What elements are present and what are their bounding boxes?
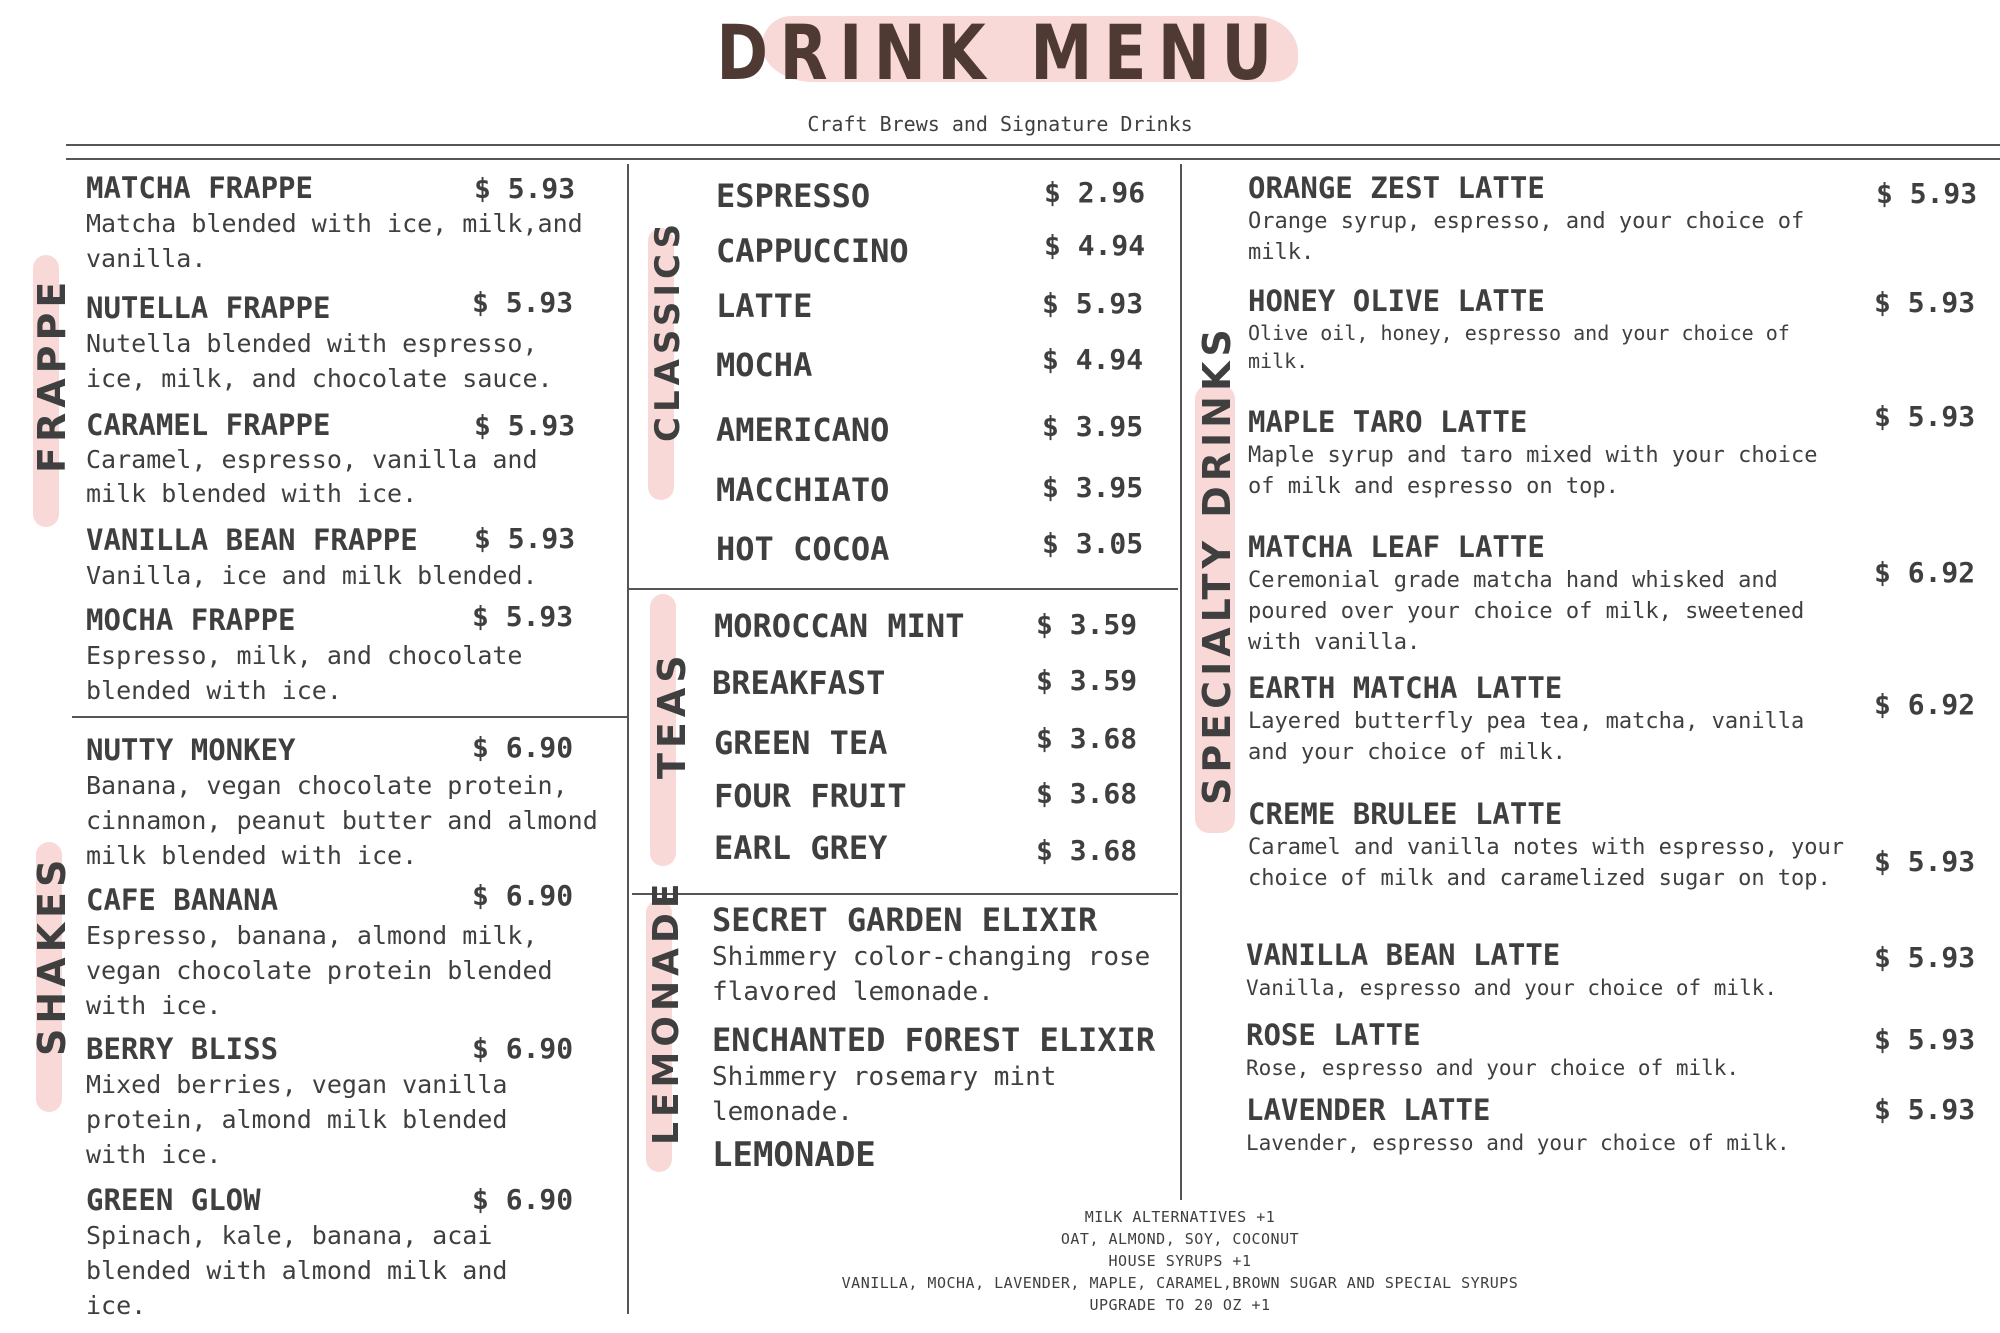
classics-label-text: CLASSICS — [648, 218, 688, 442]
item-description: Vanilla, ice and milk blended. — [86, 561, 538, 590]
menu-item — [1248, 404, 1848, 502]
item-name: MATCHA FRAPPE — [86, 171, 313, 205]
item-price: $ 3.68 — [1036, 777, 1138, 810]
item-name: ENCHANTED FOREST ELIXIR — [712, 1021, 1156, 1059]
menu-item-name: FOUR FRUIT — [714, 777, 907, 815]
specialty-label-text: SPECIALTY DRINKS — [1195, 324, 1239, 805]
item-price: $ 6.90 — [472, 1032, 574, 1065]
teas-label-text: TEAS — [650, 650, 694, 779]
item-description: Mixed berries, vegan vanilla protein, almond milk blended with ice. — [86, 1070, 508, 1169]
item-price: $ 4.94 — [1044, 229, 1146, 262]
item-description: Espresso, milk, and chocolate blended with ice. — [86, 641, 523, 705]
header-divider-top — [66, 144, 2000, 146]
item-price: $ 6.90 — [472, 731, 574, 764]
menu-item — [712, 1135, 876, 1175]
menu-item — [1246, 1092, 1846, 1159]
item-description: Maple syrup and taro mixed with your choice of milk and espresso on top. — [1248, 443, 1818, 499]
item-price: $ 4.94 — [1042, 343, 1144, 376]
item-price: $ 3.59 — [1036, 608, 1138, 641]
item-price: $ 5.93 — [474, 409, 576, 442]
menu-item — [1248, 796, 1848, 894]
item-name: NUTELLA FRAPPE — [86, 291, 331, 325]
item-price: $ 2.96 — [1044, 176, 1146, 209]
item-price: $ 5.93 — [474, 172, 576, 205]
item-price: $ 5.93 — [1874, 400, 1976, 433]
item-price: $ 6.90 — [472, 879, 574, 912]
column-divider-2 — [1180, 164, 1182, 1200]
item-price: $ 3.59 — [1036, 664, 1138, 697]
item-price: $ 5.93 — [1874, 845, 1976, 878]
footer-line: UPGRADE TO 20 OZ +1 — [1089, 1296, 1271, 1314]
menu-item-name: HOT COCOA — [716, 530, 890, 568]
item-name: VANILLA BEAN FRAPPE — [86, 523, 418, 557]
footer-line: MILK ALTERNATIVES +1 — [1084, 1208, 1276, 1226]
page-title: DRINK MENU — [716, 8, 1284, 97]
item-description: Lavender, espresso and your choice of milk. — [1246, 1131, 1790, 1155]
item-name: CARAMEL FRAPPE — [86, 408, 331, 442]
shakes-label-text: SHAKES — [30, 854, 74, 1056]
lemonade-label-text: LEMONADE — [646, 878, 687, 1145]
frappe-label-text: FRAPPE — [30, 276, 74, 473]
menu-item — [1246, 937, 1846, 1004]
item-price: $ 5.93 — [1874, 1093, 1976, 1126]
item-description: Spinach, kale, banana, acai blended with almond milk and ice. — [86, 1221, 508, 1320]
item-price: $ 3.05 — [1042, 527, 1144, 560]
item-price: $ 5.93 — [1874, 1023, 1976, 1056]
menu-item-name: AMERICANO — [716, 411, 890, 449]
item-name: CAFE BANANA — [86, 883, 279, 917]
menu-item-name: BREAKFAST — [712, 664, 886, 702]
menu-item — [1248, 670, 1848, 768]
frappe-shakes-divider — [72, 716, 627, 718]
item-name: BERRY BLISS — [86, 1032, 279, 1066]
item-description: Caramel, espresso, vanilla and milk blended with ice. — [86, 445, 538, 508]
item-name: MAPLE TARO LATTE — [1248, 405, 1528, 439]
item-description: Banana, vegan chocolate protein, cinnamon, peanut butter and almond milk blended with ice. — [86, 771, 598, 870]
item-description: Nutella blended with espresso, ice, milk, and chocolate sauce. — [86, 329, 553, 393]
item-price: $ 3.68 — [1036, 834, 1138, 867]
item-price: $ 3.95 — [1042, 471, 1144, 504]
menu-item — [1246, 1017, 1846, 1084]
item-description: Olive oil, honey, espresso and your choice of milk. — [1248, 321, 1790, 373]
footer-line: HOUSE SYRUPS +1 — [1108, 1252, 1252, 1270]
menu-item — [1248, 529, 1848, 658]
item-name: SECRET GARDEN ELIXIR — [712, 901, 1098, 939]
footer-line: VANILLA, MOCHA, LAVENDER, MAPLE, CARAMEL,BROWN SUGAR AND SPECIAL SYRUPS — [841, 1274, 1519, 1292]
menu-item-name: MACCHIATO — [716, 471, 890, 509]
item-name: LEMONADE — [712, 1135, 876, 1175]
footer-notes — [630, 1206, 1730, 1316]
item-description: Shimmery rosemary mint lemonade. — [712, 1062, 1057, 1127]
item-price: $ 5.93 — [1876, 177, 1978, 210]
item-price: $ 5.93 — [472, 600, 574, 633]
item-name: NUTTY MONKEY — [86, 733, 296, 767]
item-price: $ 6.90 — [472, 1183, 574, 1216]
menu-item-name: CAPPUCCINO — [716, 232, 909, 270]
footer-line: OAT, ALMOND, SOY, COCONUT — [1060, 1230, 1300, 1248]
item-price: $ 6.92 — [1874, 556, 1976, 589]
item-description: Orange syrup, espresso, and your choice of milk. — [1248, 209, 1805, 265]
item-price: $ 6.92 — [1874, 688, 1976, 721]
item-description: Shimmery color-changing rose flavored lemonade. — [712, 942, 1151, 1007]
item-description: Espresso, banana, almond milk, vegan chocolate protein blended with ice. — [86, 921, 553, 1020]
item-price: $ 5.93 — [1874, 286, 1976, 319]
item-name: ORANGE ZEST LATTE — [1248, 171, 1545, 205]
item-price: $ 3.95 — [1042, 410, 1144, 443]
menu-item-name: GREEN TEA — [714, 724, 888, 762]
item-description: Matcha blended with ice, milk,and vanilla. — [86, 209, 583, 273]
item-name: MATCHA LEAF LATTE — [1248, 530, 1545, 564]
header-divider-bottom — [66, 158, 2000, 160]
item-name: CREME BRULEE LATTE — [1248, 797, 1563, 831]
item-price: $ 5.93 — [472, 286, 574, 319]
item-description: Rose, espresso and your choice of milk. — [1246, 1056, 1740, 1080]
menu-item-name: MOROCCAN MINT — [714, 607, 965, 645]
item-name: EARTH MATCHA LATTE — [1248, 671, 1563, 705]
item-name: GREEN GLOW — [86, 1183, 261, 1217]
item-description: Vanilla, espresso and your choice of milk. — [1246, 976, 1778, 1000]
item-name: ROSE LATTE — [1246, 1018, 1421, 1052]
item-price: $ 5.93 — [474, 522, 576, 555]
item-name: VANILLA BEAN LATTE — [1246, 938, 1561, 972]
menu-item — [712, 1020, 1155, 1130]
item-description: Ceremonial grade matcha hand whisked and poured over your choice of milk, sweetened with vanilla. — [1248, 568, 1805, 655]
menu-item-name: MOCHA — [716, 346, 813, 384]
menu-item-name: LATTE — [716, 287, 813, 325]
menu-item — [712, 900, 1172, 1010]
menu-item — [1248, 283, 1848, 375]
item-name: LAVENDER LATTE — [1246, 1093, 1491, 1127]
item-name: MOCHA FRAPPE — [86, 603, 296, 637]
item-price: $ 5.93 — [1874, 941, 1976, 974]
item-price: $ 3.68 — [1036, 722, 1138, 755]
menu-item — [1248, 170, 1848, 268]
menu-item-name: ESPRESSO — [716, 177, 871, 215]
item-price: $ 5.93 — [1042, 287, 1144, 320]
item-description: Layered butterfly pea tea, matcha, vanilla and your choice of milk. — [1248, 709, 1805, 765]
teas-lemonade-divider — [632, 893, 1178, 895]
classics-teas-divider — [629, 588, 1178, 590]
item-description: Caramel and vanilla notes with espresso, your choice of milk and caramelized sugar on top. — [1248, 835, 1845, 891]
menu-item-name: EARL GREY — [714, 829, 888, 867]
item-name: HONEY OLIVE LATTE — [1248, 284, 1545, 318]
column-divider-1 — [627, 164, 629, 1314]
page-subtitle: Craft Brews and Signature Drinks — [807, 112, 1193, 136]
